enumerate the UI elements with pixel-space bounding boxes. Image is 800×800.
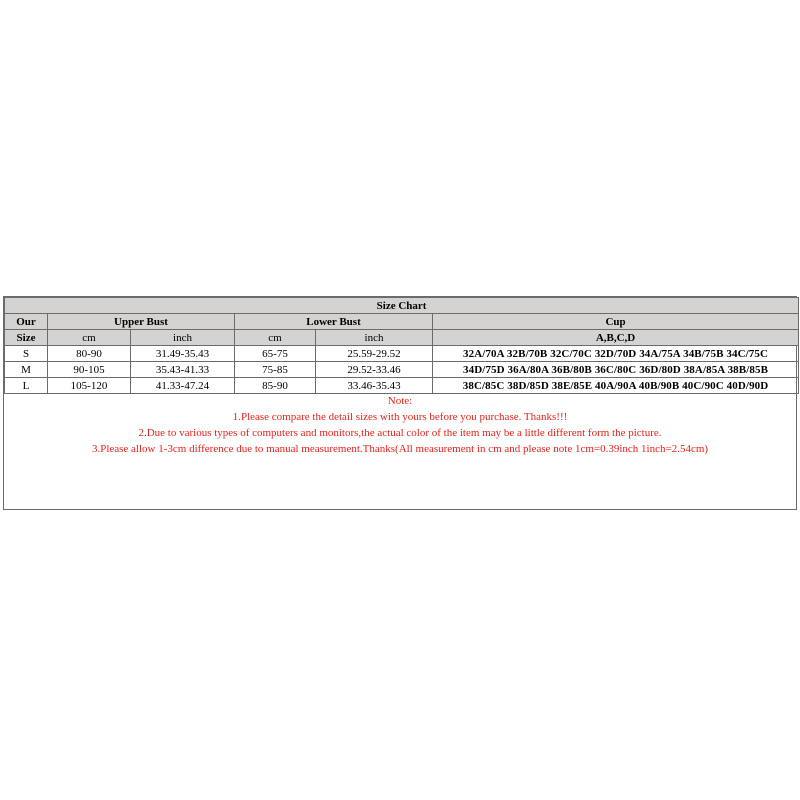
header-row-2 [5, 330, 799, 346]
upper-bust-header: Upper Bust [48, 314, 235, 330]
header-row-1 [5, 314, 799, 330]
lower-inch-cell: 33.46-35.43 [316, 378, 433, 394]
lower-bust-header: Lower Bust [235, 314, 433, 330]
cup-cell: 32A/70A 32B/70B 32C/70C 32D/70D 34A/75A 34B/75B 34C/75C [433, 346, 799, 362]
lower-cm-cell: 75-85 [235, 362, 316, 378]
upper-cm-cell: 105-120 [48, 378, 131, 394]
our-size-header-top: Our [5, 314, 48, 330]
upper-inch-header: inch [131, 330, 235, 346]
chart-title: Size Chart [5, 298, 799, 314]
upper-inch-cell: 35.43-41.33 [131, 362, 235, 378]
lower-cm-header: cm [235, 330, 316, 346]
note-block [4, 393, 796, 457]
upper-cm-header: cm [48, 330, 131, 346]
size-chart [3, 296, 797, 510]
upper-inch-cell: 31.49-35.43 [131, 346, 235, 362]
lower-inch-cell: 29.52-33.46 [316, 362, 433, 378]
upper-cm-cell: 90-105 [48, 362, 131, 378]
table-row [5, 378, 799, 394]
our-size-header-bottom: Size [5, 330, 48, 346]
size-chart-table [4, 297, 799, 394]
cup-cell: 34D/75D 36A/80A 36B/80B 36C/80C 36D/80D 38A/85A 38B/85B [433, 362, 799, 378]
note-line-3: 3.Please allow 1-3cm difference due to manual measurement.Thanks(All measurement in cm and please note 1cm=0.39inch 1inch=2.54cm) [91, 443, 709, 455]
size-cell: L [5, 378, 48, 394]
cup-cell: 38C/85C 38D/85D 38E/85E 40A/90A 40B/90B 40C/90C 40D/90D [433, 378, 799, 394]
note-line-2: 2.Due to various types of computers and monitors,the actual color of the item may be a little different form the picture. [138, 427, 662, 439]
size-cell: M [5, 362, 48, 378]
lower-cm-cell: 65-75 [235, 346, 316, 362]
lower-cm-cell: 85-90 [235, 378, 316, 394]
title-row [5, 298, 799, 314]
lower-inch-header: inch [316, 330, 433, 346]
upper-cm-cell: 80-90 [48, 346, 131, 362]
lower-inch-cell: 25.59-29.52 [316, 346, 433, 362]
note-heading: Note: [387, 395, 413, 407]
table-row [5, 362, 799, 378]
cup-header: Cup [433, 314, 799, 330]
cup-letters-header: A,B,C,D [433, 330, 799, 346]
note-line-1: 1.Please compare the detail sizes with yours before you purchase. Thanks!!! [232, 411, 568, 423]
size-cell: S [5, 346, 48, 362]
upper-inch-cell: 41.33-47.24 [131, 378, 235, 394]
table-row [5, 346, 799, 362]
